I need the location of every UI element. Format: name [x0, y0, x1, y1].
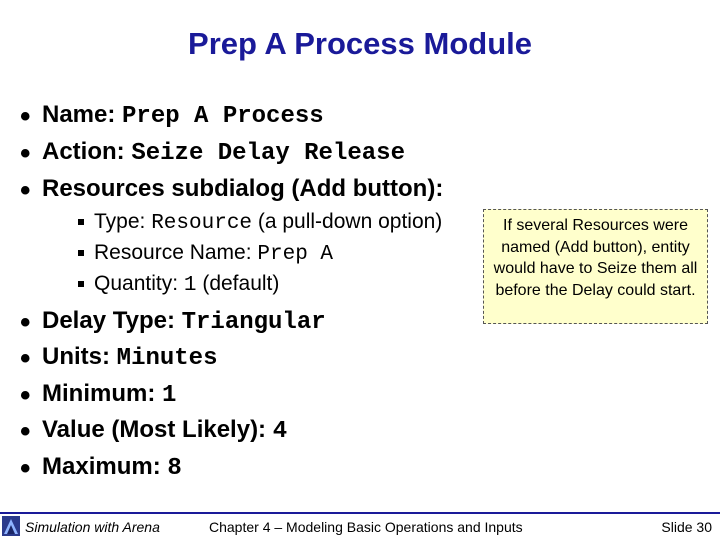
bullet-value: Minutes — [116, 345, 218, 372]
bullet-dot-icon: • — [20, 379, 31, 412]
bullet-value: Seize Delay Release — [131, 140, 405, 167]
bullet-label: Maximum: — [42, 453, 168, 480]
sub-value: Prep A — [257, 243, 334, 266]
sub-suffix: (default) — [196, 272, 280, 295]
bullet-label: Action: — [42, 138, 132, 165]
footer-center: Chapter 4 – Modeling Basic Operations and Inputs — [209, 519, 523, 535]
arena-logo-icon — [2, 516, 20, 536]
slide-title: Prep A Process Module — [188, 26, 532, 61]
bullet-value: 8 — [167, 455, 182, 482]
square-bullet-icon — [78, 281, 84, 287]
square-bullet-icon — [78, 250, 84, 256]
square-bullet-icon — [78, 219, 84, 225]
bullet-dot-icon: • — [20, 452, 31, 485]
bullet-dot-icon: • — [20, 306, 31, 339]
bullet-label: Delay Type: — [42, 307, 182, 334]
bullet-label: Name: — [42, 101, 123, 128]
sub-value: Resource — [151, 212, 253, 235]
sub-suffix: (a pull-down option) — [252, 210, 443, 233]
footer-divider — [0, 512, 720, 514]
sub-value: 1 — [183, 274, 197, 297]
bullet-value: Prep A Process — [122, 103, 324, 130]
bullet-label: Minimum: — [42, 380, 162, 407]
sub-label: Type: — [94, 210, 152, 233]
bullet-dot-icon: • — [20, 137, 31, 170]
bullet-dot-icon: • — [20, 342, 31, 375]
footer-left: Simulation with Arena — [25, 519, 160, 535]
sub-label: Quantity: — [94, 272, 184, 295]
callout-note: If several Resources were named (Add button), entity would have to Seize them all before the Delay could start. — [483, 209, 708, 324]
bullet-dot-icon: • — [20, 174, 31, 207]
bullet-label: Resources subdialog (Add button): — [42, 175, 444, 202]
bullet-dot-icon: • — [20, 100, 31, 133]
sub-label: Resource Name: — [94, 241, 258, 264]
bullet-value: Triangular — [181, 309, 326, 336]
bullet-label: Units: — [42, 343, 117, 370]
bullet-label: Value (Most Likely): — [42, 416, 273, 443]
footer-slide-number: Slide 30 — [661, 519, 712, 535]
bullet-value: 1 — [162, 382, 177, 409]
bullet-value: 4 — [272, 418, 288, 445]
bullet-dot-icon: • — [20, 415, 31, 448]
